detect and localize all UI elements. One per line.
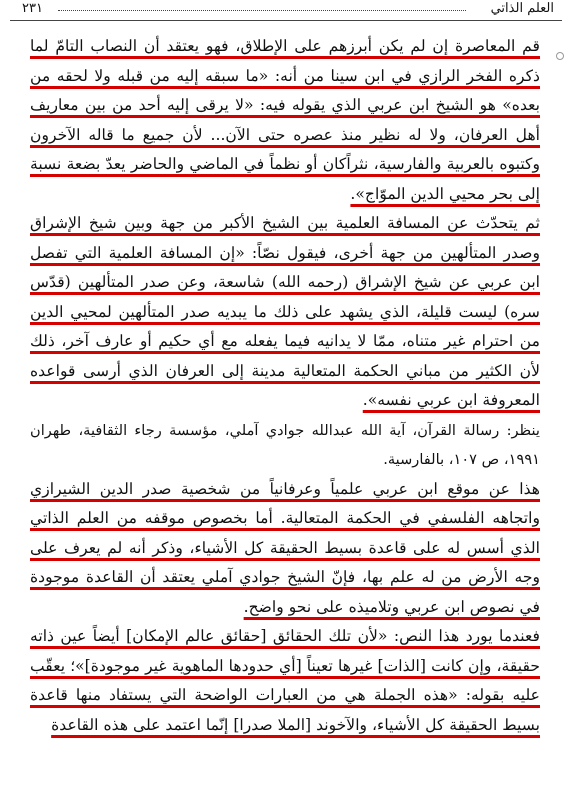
- header-dot-leader: [58, 10, 466, 11]
- running-header: [10, 0, 562, 21]
- margin-mark: [556, 52, 564, 60]
- page-number: ٢٣١: [22, 1, 43, 16]
- page-body: [30, 32, 540, 740]
- paragraph-ibn-arabi-rank: قم المعاصرة إن لم يكن أبرزهم على الإطلاق، فهو يعتقد أن النصاب التامّ لما ذكره الفخر الرازي في ابن سينا من أنه: «ما سبقه إليه من قبله ولا لحقه من بعده» هو الشيخ ابن عربي الذي يقوله فيه: «لا يرقى إليه أحد من بين معاريف أهل العرفان، ولا له نظير منذ عصره حتى الآن... لأن جميع ما قاله الآخرون وكتبوه بالعربية والفارسية، نثراًكان أو نظماً في الماضي والحاضر يعدّ بضعة نسبة إلى بحر محيي الدين الموّاج».: [30, 37, 540, 203]
- paragraph-scientific-distance: ثم يتحدّث عن المسافة العلمية بين الشيخ الأكبر من جهة وبين شيخ الإشراق وصدر المتألهين من جهة أخرى، فيقول نصّاً: «إن المسافة العلمية التي تفصل ابن عربي عن شيخ الإشراق (رحمه الله) شاسعة، وعن صدر المتألهين (قدّس سره) ليست قليلة، الذي يشهد على ذلك ما يبديه صدر المتألهين لمحيي الدين من احترام غير متناه، ممّا لا يدانيه فيما يفعله مع أي حكيم أو عارف آخر، ذلك لأن الكثير من مباني الحكمة المتعالية مدينة إلى العرفان الذي أرسى قواعده المعروفة ابن عربي نفسه».: [30, 214, 540, 409]
- paragraph-essential-knowledge: هذا عن موقع ابن عربي علمياً وعرفانياً من شخصية صدر الدين الشيرازي واتجاهه الفلسفي في الحكمة المتعالية. أما بخصوص موقفه من العلم الذاتي الذي أسس له على قاعدة بسيط الحقيقة كل الأشياء، وذكر أنه لم يعرف على وجه الأرض من له علم بها، فإنّ الشيخ جوادي آملي يعتقد أن القاعدة موجودة في نصوص ابن عربي وتلاميذه على نحو واضح.: [30, 479, 540, 616]
- paragraph-reference-note: ينظر: رسالة القرآن، آية الله عبدالله جوادي آملي، مؤسسة رجاء الثقافية، طهران ١٩٩١، ص ١٠٧، بالفارسية.: [30, 421, 540, 468]
- paragraph-quoted-text: فعندما يورد هذا النص: «لأن تلك الحقائق [حقائق عالم الإمكان] أيضاً عين ذاته حقيقة، وإن كانت [الذات] غيرها تعيناً [أي حدودها الماهوية غير موجودة]»؛ يعقّب عليه بقوله: «هذه الجملة هي من العبارات الواضحة التي يستفاد منها قاعدة بسيط الحقيقة كل الأشياء، والآخوند [الملا صدرا] إنّما اعتمد على هذه القاعدة: [30, 627, 540, 734]
- running-title: العلم الذاتي: [490, 1, 554, 16]
